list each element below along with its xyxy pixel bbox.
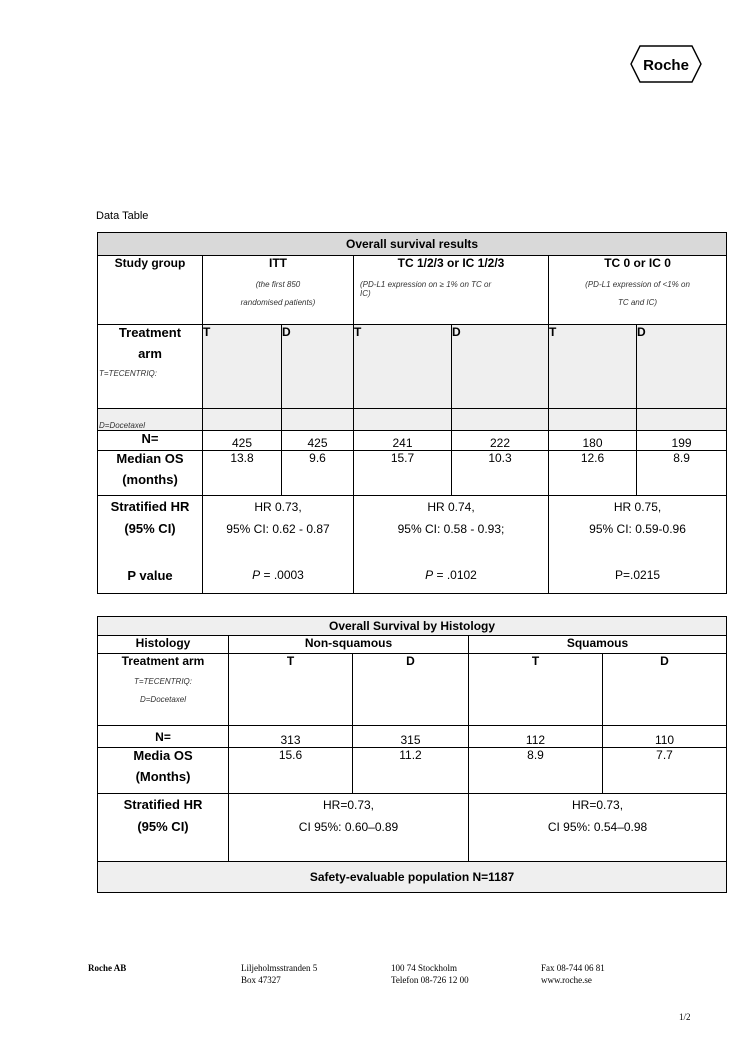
table-caption: Data Table — [96, 210, 149, 222]
t-note: T=TECENTRIQ: — [133, 677, 192, 686]
p-value-label: P value — [127, 568, 173, 583]
ci-value: CI 95%: 0.54–0.98 — [547, 820, 648, 834]
empty-cell — [549, 409, 637, 431]
footer-website-link[interactable]: www.roche.se — [541, 975, 592, 985]
n-value: 110 — [603, 726, 727, 748]
roche-logo — [630, 44, 702, 84]
median-os-cell — [98, 451, 203, 496]
arm-t: T — [229, 654, 353, 726]
n-value: 241 — [354, 431, 452, 451]
empty-cell — [282, 409, 354, 431]
empty-cell — [203, 409, 282, 431]
hr-label: (95% CI) — [124, 521, 176, 536]
group-note: (PD-L1 expression of <1% on — [585, 280, 690, 289]
group-name: ITT — [269, 256, 287, 270]
os-value: 7.7 — [603, 748, 727, 794]
histology-label: Histology — [98, 636, 229, 654]
empty-cell — [354, 409, 452, 431]
hr-cell — [98, 794, 229, 862]
n-value: 112 — [469, 726, 603, 748]
histology-table — [97, 616, 727, 893]
group-note: randomised patients) — [240, 298, 316, 307]
hr-nonsquamous — [229, 794, 469, 862]
n-label: N= — [98, 431, 203, 451]
n-value: 425 — [203, 431, 282, 451]
footer-company: Roche AB — [88, 963, 127, 973]
footer-fax-line: Fax 08-744 06 81 — [541, 963, 605, 973]
os-value: 12.6 — [549, 451, 637, 496]
group-tc123 — [354, 256, 549, 325]
histology-title: Overall Survival by Histology — [98, 617, 727, 636]
os-value: 8.9 — [637, 451, 727, 496]
group-note: (the first 850 — [255, 280, 301, 289]
group-name: TC 0 or IC 0 — [604, 256, 671, 270]
ci-value: 95% CI: 0.58 - 0.93; — [397, 522, 505, 536]
d-note: D=Docetaxel — [99, 421, 146, 430]
d-note-cell — [98, 409, 203, 431]
t-note: T=TECENTRIQ: — [99, 369, 158, 378]
ci-value: 95% CI: 0.62 - 0.87 — [226, 522, 330, 536]
footer-fax — [541, 962, 605, 986]
treatment-arm-label: Treatment — [118, 325, 182, 340]
n-value: 199 — [637, 431, 727, 451]
d-note: D=Docetaxel — [139, 695, 187, 704]
arm-d: D — [353, 654, 469, 726]
logo-text: Roche — [643, 57, 689, 74]
median-os-label: (months) — [122, 472, 178, 487]
treatment-arm-label: Treatment arm — [121, 654, 205, 668]
arm-d: D — [637, 325, 727, 409]
treatment-arm-cell — [98, 654, 229, 726]
empty-cell — [452, 409, 549, 431]
n-value: 315 — [353, 726, 469, 748]
ci-value: CI 95%: 0.60–0.89 — [298, 820, 399, 834]
treatment-arm-cell — [98, 325, 203, 409]
overall-survival-title: Overall survival results — [98, 233, 727, 256]
os-value: 9.6 — [282, 451, 354, 496]
n-value: 180 — [549, 431, 637, 451]
footer-city-line: 100 74 Stockholm — [391, 963, 458, 973]
hr-value: HR=0.73, — [322, 798, 375, 812]
footer-city — [391, 962, 469, 986]
non-squamous-label: Non-squamous — [229, 636, 469, 654]
hr-value: HR=0.73, — [572, 798, 624, 812]
group-name: TC 1/2/3 or IC 1/2/3 — [397, 256, 505, 270]
group-note: IC) — [360, 289, 371, 298]
hr-itt — [203, 496, 354, 594]
hr-label: (95% CI) — [137, 819, 189, 834]
hr-label: Stratified HR — [110, 499, 190, 514]
hr-value: HR 0.74, — [427, 500, 475, 514]
study-group-label: Study group — [98, 256, 203, 325]
overall-survival-table — [97, 232, 727, 594]
median-os-label: Median OS — [116, 451, 184, 466]
hr-value: HR 0.75, — [613, 500, 662, 514]
hr-value: HR 0.73, — [254, 500, 302, 514]
footer-phone-line: Telefon 08-726 12 00 — [391, 975, 469, 985]
hr-tc123 — [354, 496, 549, 594]
arm-t: T — [469, 654, 603, 726]
empty-cell — [637, 409, 727, 431]
arm-t: T — [203, 325, 282, 409]
n-value: 313 — [229, 726, 353, 748]
page-number: 1/2 — [679, 1012, 691, 1022]
median-os-label: (Months) — [135, 769, 191, 784]
footer-address-line: Box 47327 — [241, 975, 281, 985]
arm-d: D — [603, 654, 727, 726]
squamous-label: Squamous — [469, 636, 727, 654]
n-value: 222 — [452, 431, 549, 451]
n-value: 425 — [282, 431, 354, 451]
hr-label: Stratified HR — [123, 797, 203, 812]
hr-tc0 — [549, 496, 727, 594]
median-os-cell — [98, 748, 229, 794]
roche-logo-hexagon — [630, 44, 702, 84]
arm-t: T — [549, 325, 637, 409]
p-value: P=.0215 — [615, 568, 661, 582]
group-tc0 — [549, 256, 727, 325]
footer-address — [241, 962, 317, 986]
os-value: 15.6 — [229, 748, 353, 794]
os-value: 11.2 — [353, 748, 469, 794]
group-note: TC and IC) — [617, 298, 658, 307]
p-value: P = .0003 — [252, 568, 304, 582]
hr-squamous — [469, 794, 727, 862]
median-os-label: Media OS — [133, 748, 193, 763]
arm-t: T — [354, 325, 452, 409]
os-value: 13.8 — [203, 451, 282, 496]
ci-value: 95% CI: 0.59-0.96 — [589, 522, 686, 536]
group-note: (PD-L1 expression on ≥ 1% on TC or — [360, 280, 492, 289]
hr-cell — [98, 496, 203, 594]
n-label: N= — [98, 726, 229, 748]
os-value: 15.7 — [354, 451, 452, 496]
os-value: 10.3 — [452, 451, 549, 496]
p-value: P = .0102 — [425, 568, 477, 582]
os-value: 8.9 — [469, 748, 603, 794]
footer-address-line: Liljeholmsstranden 5 — [241, 963, 318, 973]
arm-d: D — [452, 325, 549, 409]
treatment-arm-label: arm — [138, 346, 162, 361]
safety-population: Safety-evaluable population N=1187 — [98, 862, 727, 893]
group-itt — [203, 256, 354, 325]
arm-d: D — [282, 325, 354, 409]
